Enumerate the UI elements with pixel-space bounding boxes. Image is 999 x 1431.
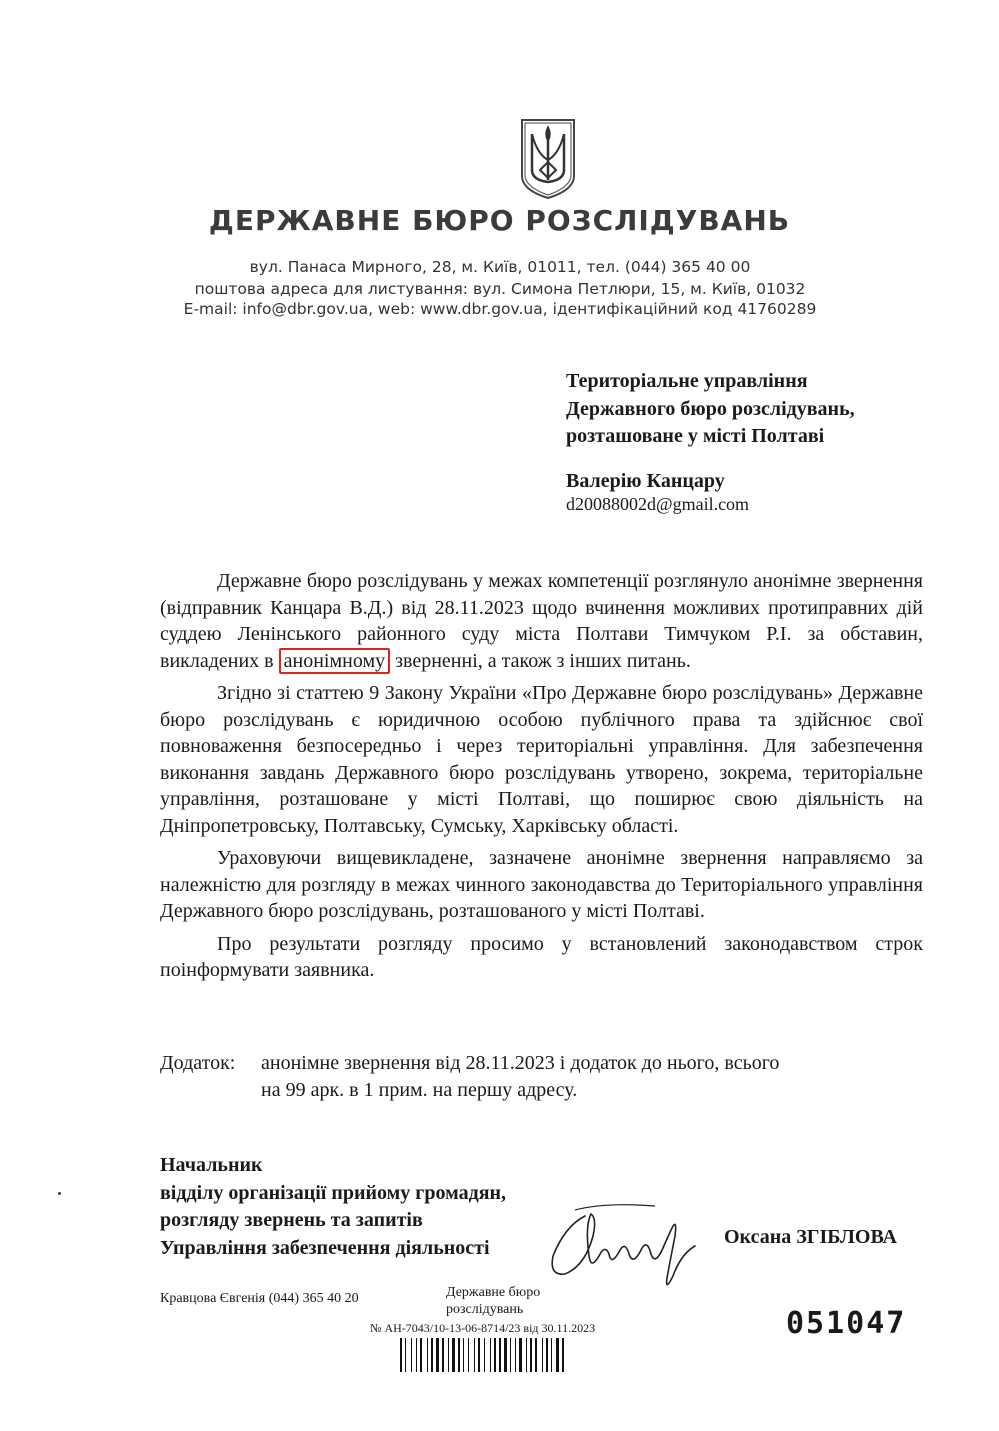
barcode: [400, 1338, 592, 1372]
barcode-bar: [416, 1338, 417, 1372]
body-paragraph: Про результати розгляду просимо у встановлений законодавством строк поінформувати заявника.: [160, 932, 923, 981]
registration-org-line: Державне бюро: [446, 1285, 541, 1300]
barcode-bar: [448, 1338, 449, 1372]
barcode-bar: [436, 1338, 439, 1372]
appendix-text: на 99 арк. в 1 прим. на першу адресу.: [261, 1078, 578, 1101]
organization-address: вул. Панаса Мирного, 28, м. Київ, 01011, тел. (044) 365 40 00: [249, 258, 751, 276]
barcode-bar: [519, 1338, 522, 1372]
barcode-bar: [405, 1338, 406, 1372]
barcode-bar: [484, 1338, 485, 1372]
trident-icon: [520, 118, 576, 200]
highlighted-word: анонімному: [279, 648, 390, 674]
appendix: [160, 1050, 923, 1103]
barcode-bar: [400, 1338, 402, 1372]
recipient-block: [566, 368, 855, 451]
signatory-title-line: Управління забезпечення діяльності: [160, 1236, 490, 1259]
barcode-bar: [515, 1338, 516, 1372]
registration-org-line: розслідувань: [446, 1302, 524, 1317]
organization-contacts: E-mail: info@dbr.gov.ua, web: www.dbr.gov.ua, ідентифікаційний код 41760289: [183, 300, 817, 318]
barcode-bar: [504, 1338, 507, 1372]
recipient-email: d20088002d@gmail.com: [566, 494, 750, 514]
barcode-bar: [420, 1338, 422, 1372]
signatory-title: [160, 1152, 506, 1262]
recipient-line: розташоване у місті Полтаві: [566, 425, 825, 447]
barcode-bar: [510, 1338, 511, 1372]
body-text: зверненні, а також з інших питань.: [390, 649, 691, 672]
recipient-name: Валерію Канцару: [566, 470, 725, 492]
appendix-text: анонімне звернення від 28.11.2023 і додаток до нього, всього: [261, 1052, 780, 1074]
barcode-bar: [542, 1338, 543, 1372]
signatory-title-line: розгляду звернень та запитів: [160, 1209, 423, 1231]
barcode-bar: [546, 1338, 548, 1372]
barcode-bar: [556, 1338, 559, 1372]
body-paragraph: [160, 568, 923, 674]
signatory-title-line: Начальник: [160, 1154, 263, 1176]
barcode-bar: [562, 1338, 564, 1372]
registration-number: № АН-7043/10-13-06-8714/23 від 30.11.2023: [370, 1321, 596, 1335]
body-text: Державне бюро розслідувань у межах компетенції розглянуло анонімне звернення (відправник Канцара В.Д.) від 28.11.2023 щодо вчинення можливих протиправних дій суддею Ленінського районного суду міста Полтави Тимчуком Р.І. за обставин, викладених в: [160, 570, 923, 672]
organization-postal-address: поштова адреса для листування: вул. Симона Петлюри, 15, м. Київ, 01032: [194, 280, 806, 298]
signatory-title-line: відділу організації прийому громадян,: [160, 1181, 507, 1204]
barcode-bar: [494, 1338, 496, 1372]
body-paragraph: Ураховуючи вищевикладене, зазначене анонімне звернення направляємо за належністю для розгляду в межах чинного законодавства до Територіального управління Державного бюро розслідувань, розташованого у місті Полтаві.: [160, 847, 923, 922]
letter-body: [160, 568, 923, 990]
barcode-bar: [431, 1338, 433, 1372]
appendix-label: Додаток:: [160, 1052, 236, 1074]
barcode-bar: [526, 1338, 527, 1372]
executor-contact: Кравцова Євгенія (044) 365 40 20: [160, 1291, 359, 1306]
barcode-bar: [499, 1338, 501, 1372]
barcode-bar: [490, 1338, 491, 1372]
barcode-bar: [468, 1338, 469, 1372]
barcode-bar: [474, 1338, 475, 1372]
recipient-line: Державного бюро розслідувань,: [566, 397, 855, 420]
handwritten-signature: [545, 1196, 715, 1296]
barcode-bar: [551, 1338, 552, 1372]
barcode-bar: [463, 1338, 464, 1372]
barcode-bar: [411, 1338, 412, 1372]
barcode-bar: [535, 1338, 537, 1372]
recipient-line: Територіальне управління: [566, 370, 808, 392]
barcode-bar: [530, 1338, 532, 1372]
organization-title: ДЕРЖАВНЕ БЮРО РОЗСЛІДУВАНЬ: [208, 204, 791, 237]
barcode-bar: [452, 1338, 455, 1372]
scan-speck: [58, 1192, 61, 1195]
barcode-bar: [458, 1338, 460, 1372]
signatory-name: Оксана ЗГІБЛОВА: [724, 1226, 897, 1248]
barcode-bar: [442, 1338, 444, 1372]
barcode-bar: [478, 1338, 480, 1372]
registration-stamp: [446, 1284, 540, 1318]
barcode-bar: [427, 1338, 428, 1372]
document-number: 051047: [786, 1306, 907, 1341]
body-paragraph: Згідно зі статтею 9 Закону України «Про Державне бюро розслідувань» Державне бюро розслідувань є юридичною особою публічного права та здійснює свої повноваження безпосередньо і через територіальні управління. Для забезпечення виконання завдань Державного бюро розслідувань утворено, зокрема, територіальне управління, розташоване у місті Полтаві, що поширює свою діяльність на Дніпропетровську, Полтавську, Сумську, Харківську області.: [160, 682, 923, 837]
